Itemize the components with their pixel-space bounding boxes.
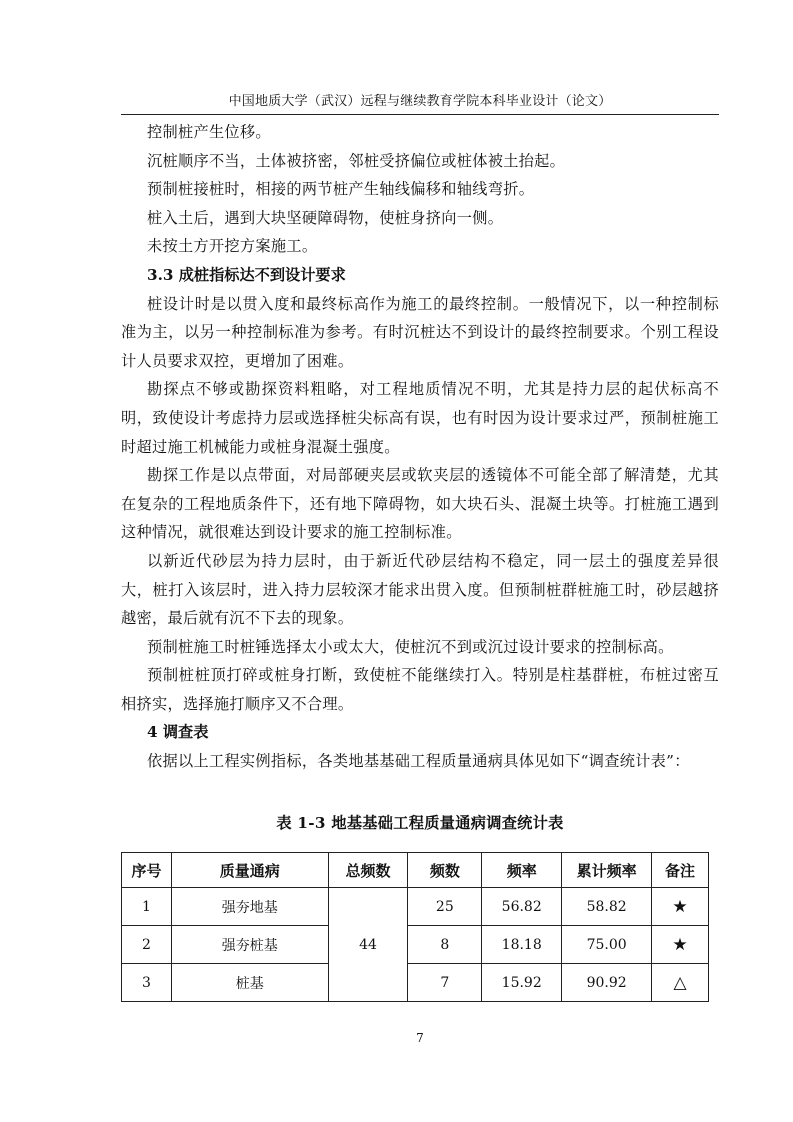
paragraph: 沉桩顺序不当，土体被挤密，邻桩受挤偏位或桩体被土抬起。 <box>147 151 566 170</box>
header-cell: 质量通病 <box>171 853 328 888</box>
cell-cum: 90.92 <box>562 964 652 1002</box>
section-heading-3-3: 3.3 成桩指标达不到设计要求 <box>147 265 346 284</box>
paragraph: 预制桩施工时桩锤选择太小或太大，使桩沉不到或沉过设计要求的控制标高。 <box>147 637 674 656</box>
table-row <box>122 888 709 926</box>
paragraph: 预制桩桩顶打碎或桩身打断，致使桩不能继续打入。特别是柱基群桩，布桩过密互相挤实，选择施打顺序又不合理。 <box>121 666 719 713</box>
table-title: 表 1-3 地基基础工程质量通病调查统计表 <box>276 814 564 832</box>
paragraph: 未按土方开挖方案施工。 <box>147 237 318 256</box>
star-icon: ★ <box>652 926 709 964</box>
cell-freq: 8 <box>408 926 482 964</box>
header-cell: 频率 <box>482 853 562 888</box>
paragraph: 预制桩接桩时，相接的两节桩产生轴线偏移和轴线弯折。 <box>147 180 535 199</box>
paragraph: 桩入土后，遇到大块坚硬障碍物，使桩身挤向一侧。 <box>147 208 504 227</box>
cell-rate: 18.18 <box>482 926 562 964</box>
cell-rate: 56.82 <box>482 888 562 926</box>
paragraph: 勘探点不够或勘探资料粗略，对工程地质情况不明，尤其是持力层的起伏标高不明，致使设计考虑持力层或选择桩尖标高有误，也有时因为设计要求过严，预制桩施工时超过施工机械能力或桩身混凝土强度。 <box>121 380 719 456</box>
paragraph: 以新近代砂层为持力层时，由于新近代砂层结构不稳定，同一层土的强度差异很大，桩打入该层时，进入持力层较深才能求出贯入度。但预制桩群桩施工时，砂层越挤越密，最后就有沉不下去的现象。 <box>121 551 719 628</box>
header-cell: 备注 <box>652 853 709 888</box>
cell-cum: 75.00 <box>562 926 652 964</box>
section-heading-4: 4 调查表 <box>147 723 209 742</box>
cell-no: 3 <box>122 964 172 1002</box>
paragraph: 桩设计时是以贯入度和最终标高作为施工的最终控制。一般情况下，以一种控制标准为主，以另一种控制标准为参考。有时沉桩达不到设计的最终控制要求。个别工程设计人员要求双控，更增加了困难。 <box>121 294 719 370</box>
header-cell: 序号 <box>122 853 172 888</box>
header-cell: 频数 <box>408 853 482 888</box>
header-cell: 累计频率 <box>562 853 652 888</box>
header-cell: 总频数 <box>328 853 408 888</box>
cell-defect: 桩基 <box>171 964 328 1002</box>
star-icon: ★ <box>652 888 709 926</box>
cell-freq: 25 <box>408 888 482 926</box>
cell-no: 2 <box>122 926 172 964</box>
cell-defect: 强夯桩基 <box>171 926 328 964</box>
page-number: 7 <box>416 1031 424 1045</box>
table-header-row <box>122 853 709 888</box>
table-row <box>122 964 709 1002</box>
cell-no: 1 <box>122 888 172 926</box>
header-divider <box>121 114 719 115</box>
table-row <box>122 926 709 964</box>
body-text <box>121 118 719 776</box>
survey-table <box>121 852 709 1002</box>
paragraph: 勘探工作是以点带面，对局部硬夹层或软夹层的透镜体不可能全部了解清楚，尤其在复杂的工程地质条件下，还有地下障碍物，如大块石头、混凝土块等。打桩施工遇到这种情况，就很难达到设计要求的施工控制标准。 <box>121 466 719 542</box>
cell-total-frequency: 44 <box>328 888 408 1002</box>
cell-defect: 强夯地基 <box>171 888 328 926</box>
triangle-icon: △ <box>652 964 709 1002</box>
paragraph: 控制桩产生位移。 <box>147 123 271 141</box>
cell-cum: 58.82 <box>562 888 652 926</box>
page-header: 中国地质大学（武汉）远程与继续教育学院本科毕业设计（论文） <box>228 94 612 109</box>
paragraph: 依据以上工程实例指标，各类地基基础工程质量通病具体见如下“调查统计表”： <box>147 752 690 771</box>
cell-freq: 7 <box>408 964 482 1002</box>
cell-rate: 15.92 <box>482 964 562 1002</box>
